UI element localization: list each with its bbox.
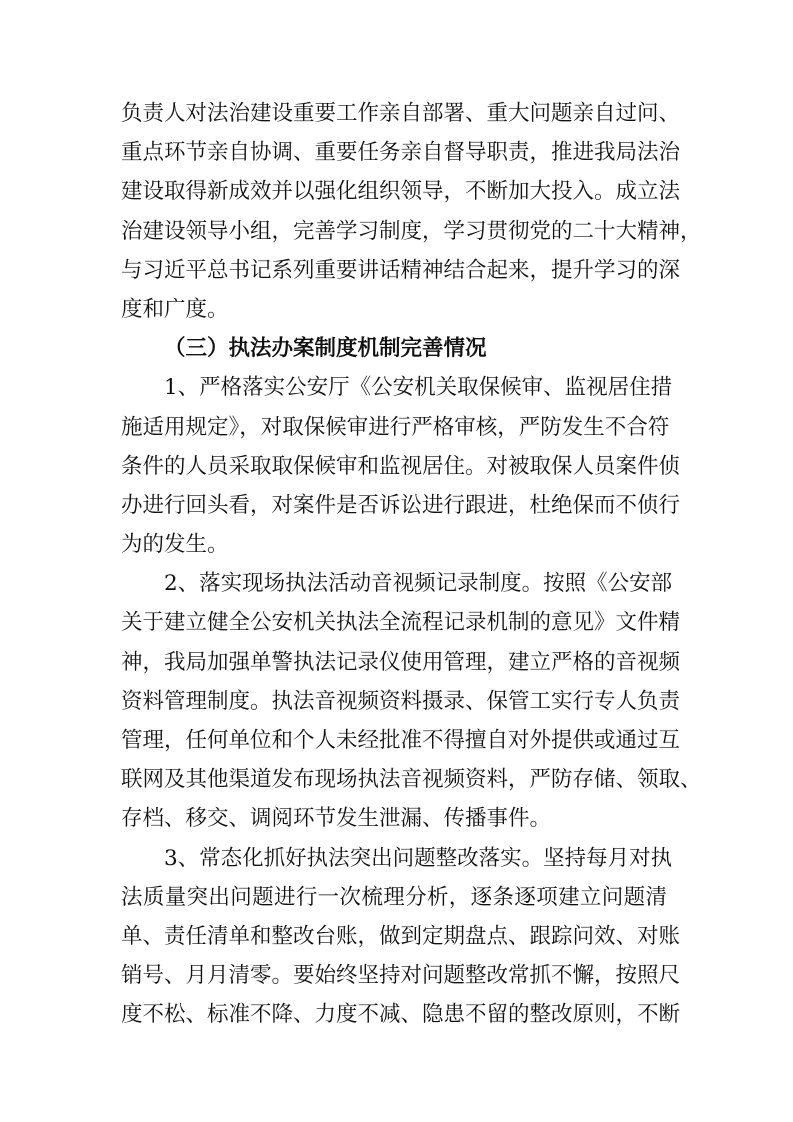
paragraph-1	[121, 368, 681, 564]
text-line: 神，我局加强单警执法记录仪使用管理，建立严格的音视频	[121, 649, 681, 675]
document-page	[121, 94, 702, 1035]
text-line: 法质量突出问题进行一次梳理分析，逐条逐项建立问题清	[121, 884, 667, 910]
text-line: 销号、月月清零。要始终坚持对问题整改常抓不懈，按照尺	[121, 963, 681, 989]
text-line: 联网及其他渠道发布现场执法音视频资料，严防存储、领取、	[121, 767, 702, 793]
text-line: 3、常态化抓好执法突出问题整改落实。坚持每月对执	[164, 845, 673, 871]
text-line: 度不松、标准不降、力度不减、隐患不留的整改原则，不断	[121, 1002, 681, 1028]
text-line: 度和广度。	[121, 296, 229, 322]
text-line: 办进行回头看，对案件是否诉讼进行跟进，杜绝保而不侦行	[121, 492, 681, 518]
text-line: 治建设领导小组，完善学习制度，学习贯彻党的二十大精神，	[121, 218, 702, 244]
text-line: 存档、移交、调阅环节发生泄漏、传播事件。	[121, 806, 552, 832]
text-line: 为的发生。	[121, 532, 229, 558]
text-line: 与习近平总书记系列重要讲话精神结合起来，提升学习的深	[121, 257, 681, 283]
text-line: 施适用规定》，对取保候审进行严格审核，严防发生不合符	[121, 414, 670, 440]
text-line: 重点环节亲自协调、重要任务亲自督导职责，推进我局法治	[121, 140, 681, 166]
text-line: 单、责任清单和整改台账，做到定期盘点、跟踪问效、对账	[121, 923, 681, 949]
text-line: 负责人对法治建设重要工作亲自部署、重大问题亲自过问、	[121, 101, 681, 126]
paragraph-3	[121, 839, 681, 1035]
section-heading: （三）执法办案制度机制完善情况	[164, 336, 487, 362]
text-line: 资料管理制度。执法音视频资料摄录、保管工实行专人负责	[121, 688, 681, 714]
text-line: 建设取得新成效并以强化组织领导，不断加大投入。成立法	[121, 179, 681, 205]
text-line: 管理，任何单位和个人未经批准不得擅自对外提供或通过互	[121, 728, 681, 753]
text-line: 2、落实现场执法活动音视频记录制度。按照《公安部	[164, 571, 673, 597]
paragraph-intro	[121, 94, 702, 329]
text-line: 条件的人员采取取保候审和监视居住。对被取保人员案件侦	[121, 453, 681, 479]
text-line: 1、严格落实公安厅《公安机关取保候审、监视居住措	[164, 375, 673, 401]
paragraph-2	[121, 564, 702, 838]
text-line: 关于建立健全公安机关执法全流程记录机制的意见》文件精	[121, 610, 681, 636]
